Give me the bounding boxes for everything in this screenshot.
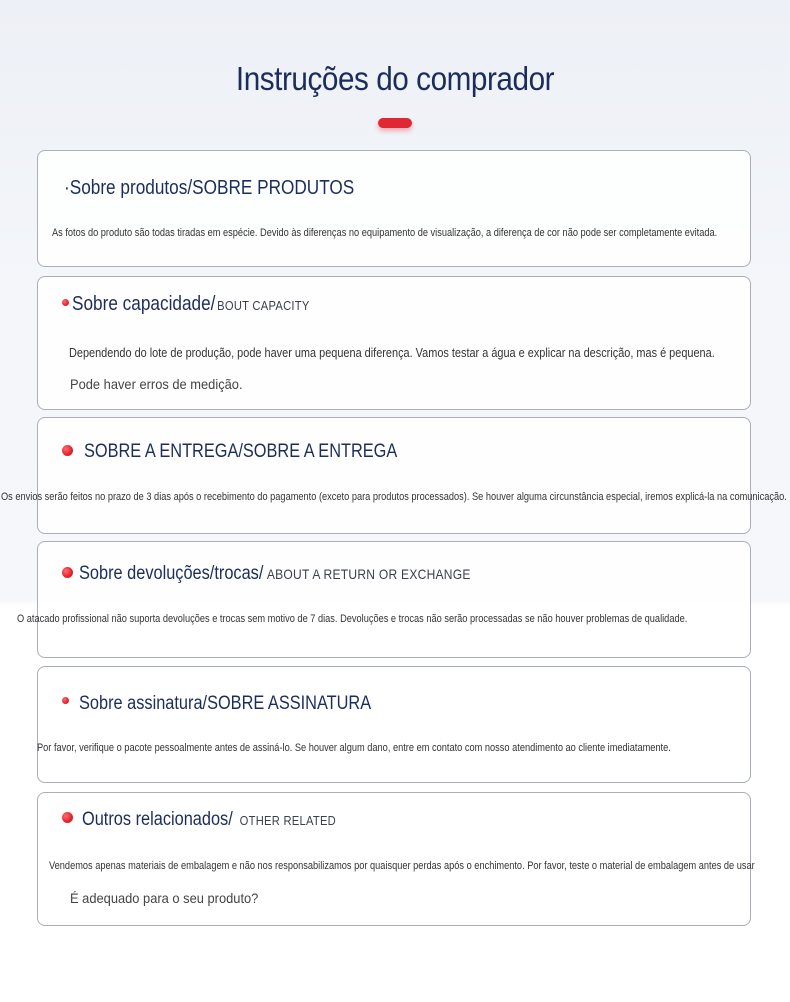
bullet-dot-icon (62, 567, 73, 578)
section-heading-text: Sobre devoluções/trocas/ (79, 563, 264, 584)
section-text-delivery: Os envios serão feitos no prazo de 3 dias após o recebimento do pagamento (exceto para produtos processados). Se houver alguma circunstância especial, iremos explicá-la na comunicação. (1, 491, 787, 503)
bullet-dot-icon (62, 299, 69, 306)
page-title: Instruções do comprador (235, 60, 555, 98)
section-card-delivery (37, 417, 751, 534)
section-heading-returns (79, 563, 471, 585)
section-heading-text: Sobre capacidade/ (72, 293, 216, 315)
bullet-dot-icon (62, 445, 73, 456)
section-heading-delivery (84, 441, 397, 463)
section-heading-text: Sobre assinatura/SOBRE ASSINATURA (79, 693, 372, 714)
section-heading-signature (79, 693, 371, 715)
section-heading-text: Outros relacionados/ (82, 809, 233, 830)
bullet-dot-icon (62, 697, 69, 704)
section-heading-text: ·Sobre produtos/SOBRE PRODUTOS (64, 177, 355, 199)
section-text-capacity-1: Dependendo do lote de produção, pode haver uma pequena diferença. Vamos testar a água e explicar na descrição, mas é pequena. (69, 345, 715, 360)
section-heading-capacity (72, 293, 310, 316)
section-text-capacity-2: Pode haver erros de medição. (70, 376, 243, 392)
section-card-returns (37, 541, 751, 658)
section-text-products: As fotos do produto são todas tiradas em espécie. Devido às diferenças no equipamento de visualização, a diferença de cor não pode ser completamente evitada. (52, 227, 718, 239)
section-text-returns: O atacado profissional não suporta devoluções e trocas sem motivo de 7 dias. Devoluções e trocas não serão processadas se não houver problemas de qualidade. (17, 613, 688, 625)
section-heading-text: SOBRE A ENTREGA/SOBRE A ENTREGA (84, 441, 398, 462)
section-text-signature: Por favor, verifique o pacote pessoalmente antes de assiná-lo. Se houver algum dano, entre em contato com nosso atendimento ao cliente imediatamente. (37, 742, 671, 754)
section-heading-other (82, 809, 336, 831)
section-heading-sub: ABOUT A RETURN OR EXCHANGE (266, 566, 471, 582)
section-heading-products (64, 177, 354, 200)
section-card-products (37, 150, 751, 267)
bullet-dot-icon (62, 812, 73, 823)
section-heading-sub: OTHER RELATED (239, 813, 336, 828)
section-text-other-1: Vendemos apenas materiais de embalagem e não nos responsabilizamos por quaisquer perdas após o enchimento. Por favor, teste o material de embalagem antes de usar (49, 860, 755, 872)
title-accent-bar (378, 118, 412, 128)
section-card-signature (37, 666, 751, 783)
section-text-other-2: É adequado para o seu produto? (70, 890, 259, 906)
section-heading-sub: BOUT CAPACITY (217, 298, 310, 313)
